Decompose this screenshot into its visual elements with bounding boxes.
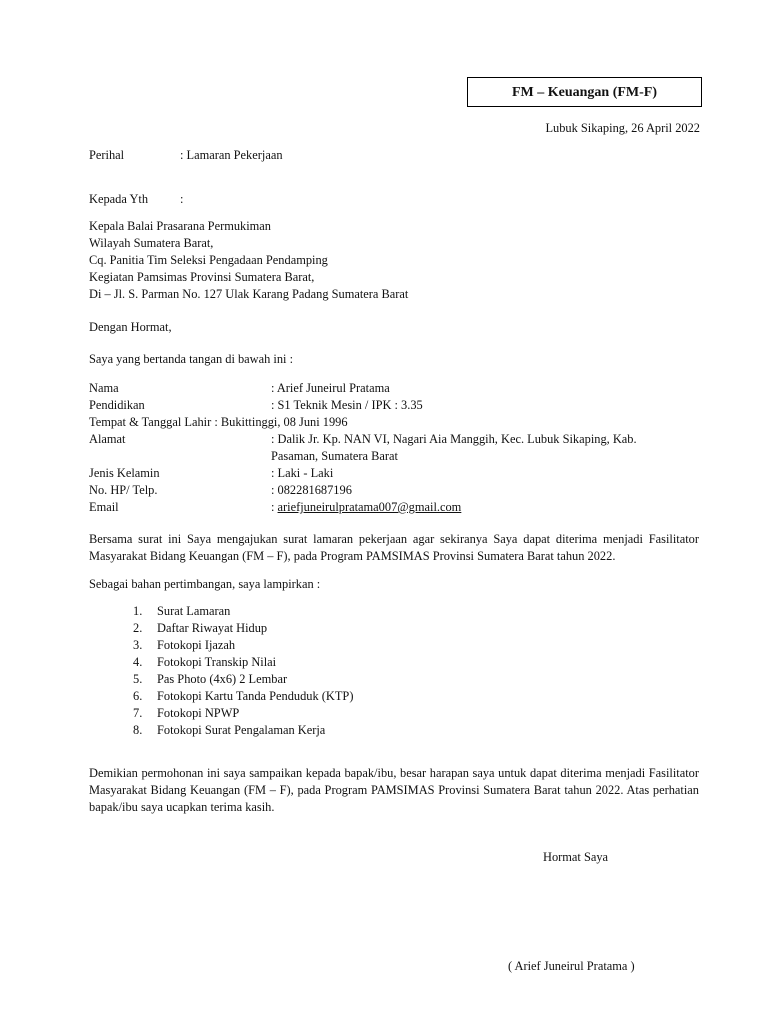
- regards: Hormat Saya: [543, 850, 609, 864]
- form-code: FM – Keuangan (FM-F): [511, 84, 658, 100]
- list-number: 4.: [133, 655, 143, 669]
- address-label: Alamat: [89, 432, 126, 446]
- email-label: Email: [89, 500, 119, 514]
- signature-name: ( Arief Juneirul Pratama ): [508, 959, 635, 973]
- gender-label: Jenis Kelamin: [89, 466, 160, 480]
- identity-row-email: [89, 499, 699, 516]
- list-number: 5.: [133, 672, 143, 686]
- recipient-line: Kepala Balai Prasarana Permukiman: [89, 219, 272, 233]
- identity-row-address-cont: [89, 448, 699, 465]
- list-text: Daftar Riwayat Hidup: [157, 621, 268, 635]
- phone-value: : 082281687196: [271, 483, 352, 497]
- to-label: Kepada Yth: [89, 192, 149, 206]
- name-label: Nama: [89, 381, 119, 395]
- identity-row-gender: [89, 465, 699, 482]
- education-value: : S1 Teknik Mesin / IPK : 3.35: [271, 398, 423, 412]
- gender-value: : Laki - Laki: [271, 466, 334, 480]
- birth-value: : Bukittinggi, 08 Juni 1996: [211, 415, 348, 429]
- education-label: Pendidikan: [89, 398, 145, 412]
- list-text: Fotokopi Ijazah: [157, 638, 236, 652]
- identity-row-education: [89, 397, 699, 414]
- paragraph-closing: Demikian permohonan ini saya sampaikan kepada bapak/ibu, besar harapan saya untuk dapat diterima menjadi Fasilitator Masyarakat Bidang Keuangan (FM – F), pada Program PAMSIMAS Provinsi Sumatera Barat tahun 2022. Atas perhatian bapak/ibu saya ucapkan terima kasih.: [89, 766, 699, 814]
- email-value-wrap: [271, 499, 461, 516]
- list-text: Surat Lamaran: [157, 604, 231, 618]
- recipient-line: Wilayah Sumatera Barat,: [89, 236, 214, 250]
- list-text: Fotokopi Transkip Nilai: [157, 655, 277, 669]
- birth-label: [89, 414, 348, 431]
- form-code-box: [467, 77, 702, 107]
- greeting: Dengan Hormat,: [89, 320, 172, 334]
- name-value: : Arief Juneirul Pratama: [271, 381, 390, 395]
- list-number: 3.: [133, 638, 143, 652]
- list-text: Fotokopi Kartu Tanda Penduduk (KTP): [157, 689, 354, 703]
- recipient-line: Kegiatan Pamsimas Provinsi Sumatera Barat,: [89, 270, 315, 284]
- recipient-block: [89, 218, 408, 303]
- list-text: Pas Photo (4x6) 2 Lembar: [157, 672, 288, 686]
- list-number: 7.: [133, 706, 143, 720]
- identity-row-name: [89, 380, 699, 397]
- list-number: 6.: [133, 689, 143, 703]
- phone-label: No. HP/ Telp.: [89, 483, 158, 497]
- recipient-line: Cq. Panitia Tim Seleksi Pengadaan Pendamping: [89, 253, 328, 267]
- list-text: Fotokopi NPWP: [157, 706, 240, 720]
- list-text: Fotokopi Surat Pengalaman Kerja: [157, 723, 326, 737]
- subject-value: : Lamaran Pekerjaan: [180, 148, 283, 162]
- intro-text: Saya yang bertanda tangan di bawah ini :: [89, 352, 294, 366]
- place-date: Lubuk Sikaping, 26 April 2022: [545, 121, 700, 135]
- subject-label: Perihal: [89, 148, 125, 162]
- to-colon: :: [180, 192, 184, 206]
- attachments-intro: Sebagai bahan pertimbangan, saya lampirkan :: [89, 577, 321, 591]
- address-value: : Dalik Jr. Kp. NAN VI, Nagari Aia Manggih, Kec. Lubuk Sikaping, Kab.: [271, 432, 637, 446]
- recipient-line: Di – Jl. S. Parman No. 127 Ulak Karang Padang Sumatera Barat: [89, 287, 409, 301]
- identity-row-birth: [89, 414, 699, 431]
- list-number: 1.: [133, 604, 143, 618]
- identity-row-phone: [89, 482, 699, 499]
- address-continuation: Pasaman, Sumatera Barat: [271, 449, 398, 463]
- identity-block: [89, 380, 699, 516]
- list-number: 2.: [133, 621, 143, 635]
- email-link[interactable]: ariefjuneirulpratama007@gmail.com: [277, 500, 462, 514]
- birth-label-text: Tempat & Tanggal Lahir: [89, 415, 212, 429]
- list-number: 8.: [133, 723, 143, 737]
- email-colon: :: [271, 500, 278, 514]
- identity-row-address: [89, 431, 699, 448]
- paragraph-application: Bersama surat ini Saya mengajukan surat lamaran pekerjaan agar sekiranya Saya dapat diterima menjadi Fasilitator Masyarakat Bidang Keuangan (FM – F), pada Program PAMSIMAS Provinsi Sumatera Barat tahun 2022.: [89, 532, 699, 563]
